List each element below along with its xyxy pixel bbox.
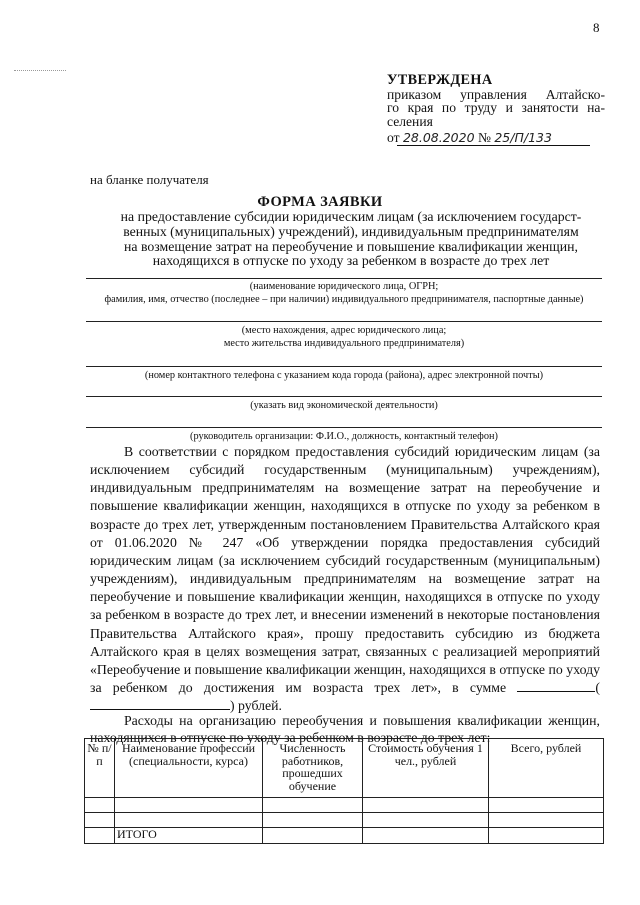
fill-line-activity[interactable]	[86, 396, 602, 397]
col-header-cost: Стоимость обучения 1 чел., рублей	[363, 739, 489, 798]
date-underline	[397, 145, 590, 146]
form-subtitle-line: находящихся в отпуске по уходу за ребенком в возрасте до трех лет	[152, 253, 550, 269]
sum-open-paren: (	[595, 680, 600, 696]
total-row	[85, 828, 604, 844]
caption-text: фамилия, имя, отчество (последнее – при наличии) индивидуального предпринимателя, паспортные данные)	[104, 294, 584, 305]
approval-stamp-block	[387, 74, 605, 145]
table-cell[interactable]	[489, 798, 604, 813]
fill-line-contacts[interactable]	[86, 366, 602, 367]
form-subtitle-line: венных (муниципальных) учреждений), индивидуальным предпринимателям	[123, 223, 579, 239]
table-cell[interactable]	[263, 798, 363, 813]
handwritten-date: 28.08.2020	[402, 130, 475, 145]
scan-artifact-line	[14, 70, 66, 71]
col-header-total: Всего, рублей	[489, 739, 604, 798]
caption-activity: (указать вид экономической деятельности)	[250, 400, 438, 411]
caption-contacts: (номер контактного телефона с указанием кода города (района), адрес электронной почты)	[144, 370, 544, 381]
caption-organization	[86, 280, 602, 306]
form-title: ФОРМА ЗАЯВКИ	[257, 194, 383, 210]
table-cell[interactable]	[363, 828, 489, 844]
approval-line-2: го края по труду и занятости на-	[387, 100, 605, 115]
form-subtitle	[96, 210, 606, 269]
expenses-intro-text: Расходы на организацию переобучения и повышения квалификации женщин, находящихся в отпуске по уходу за ребенком в возрасте до трех лет:	[90, 713, 600, 745]
caption-address	[86, 324, 602, 350]
sum-words-blank[interactable]	[90, 698, 230, 710]
col-header-workers: Численность работников, прошедших обучение	[263, 739, 363, 798]
caption-head: (руководитель организации: Ф.И.О., должность, контактный телефон)	[190, 431, 498, 442]
table-row	[85, 813, 604, 828]
table-cell[interactable]	[489, 813, 604, 828]
total-label: ИТОГО	[115, 828, 263, 844]
table-cell[interactable]	[263, 828, 363, 844]
caption-text: (место нахождения, адрес юридического лица;	[241, 325, 447, 336]
page-number: 8	[593, 20, 600, 35]
table-cell[interactable]	[263, 813, 363, 828]
form-subtitle-line: на возмещение затрат на переобучение и повышение квалификации женщин,	[124, 238, 578, 254]
table-header-row	[85, 739, 604, 798]
expenses-table	[84, 738, 604, 844]
number-prefix: №	[477, 130, 491, 145]
caption-text: место жительства индивидуального предпринимателя)	[223, 338, 465, 349]
form-subtitle-line: на предоставление субсидии юридическим лицам (за исключением государст-	[120, 209, 582, 224]
table-cell[interactable]	[115, 813, 263, 828]
fill-line-head[interactable]	[86, 427, 602, 428]
table-cell[interactable]	[85, 813, 115, 828]
table-cell[interactable]	[363, 798, 489, 813]
table-cell[interactable]	[363, 813, 489, 828]
col-header-number: № п/п	[85, 739, 115, 798]
table-cell	[85, 828, 115, 844]
table-row	[85, 798, 604, 813]
caption-text: (наименование юридического лица, ОГРН;	[249, 281, 439, 292]
sum-digits-blank[interactable]	[517, 680, 595, 692]
table-cell[interactable]	[489, 828, 604, 844]
approval-date-number-row	[387, 131, 605, 145]
request-text: В соответствии с порядком предоставления субсидий юридическим лицам (за исключением субсидий государственным (муниципальным) учреждениям), индивидуальным предпринимателям на возмещение затрат на переобучение и повышение квалификации женщин, находящихся в отпуске по уходу за ребенком в возрасте до трех лет, утвержденным постановлением Правительства Алтайского края от 01.06.2020 № 247 «Об утверждении порядка предоставления субсидий юридическим лицам (за исключением субсидий государственным (муниципальным) учреждениям), индивидуальным предпринимателям на возмещение затрат на переобучение и повышение квалификации женщин, находящихся в отпуске по уходу за ребенком в возрасте до трех лет, и внесении изменений в некоторые постановления Правительства Алтайского края», прошу предоставить субсидию из бюджета Алтайского края в целях возмещения затрат, связанных с реализацией мероприятий «Переобучение и повышение квалификации женщин, находящихся в отпуске по уходу за ребенком до достижения им возраста трех лет», в сумме	[90, 444, 600, 696]
approval-line-3: селения	[387, 113, 433, 129]
approval-title: УТВЕРЖДЕНА	[387, 72, 493, 88]
date-prefix: от	[387, 130, 400, 145]
fill-line-organization[interactable]	[86, 278, 602, 279]
table-cell[interactable]	[115, 798, 263, 813]
col-header-profession: Наименование профессии (специальности, курса)	[115, 739, 263, 798]
fill-line-address[interactable]	[86, 321, 602, 322]
sum-close-text: ) рублей.	[230, 698, 282, 714]
approval-line-1: приказом управления Алтайско-	[387, 86, 605, 102]
request-paragraph	[90, 443, 600, 715]
recipient-note: на бланке получателя	[90, 172, 209, 187]
table-cell[interactable]	[85, 798, 115, 813]
handwritten-order-number: 25/П/133	[494, 130, 552, 145]
